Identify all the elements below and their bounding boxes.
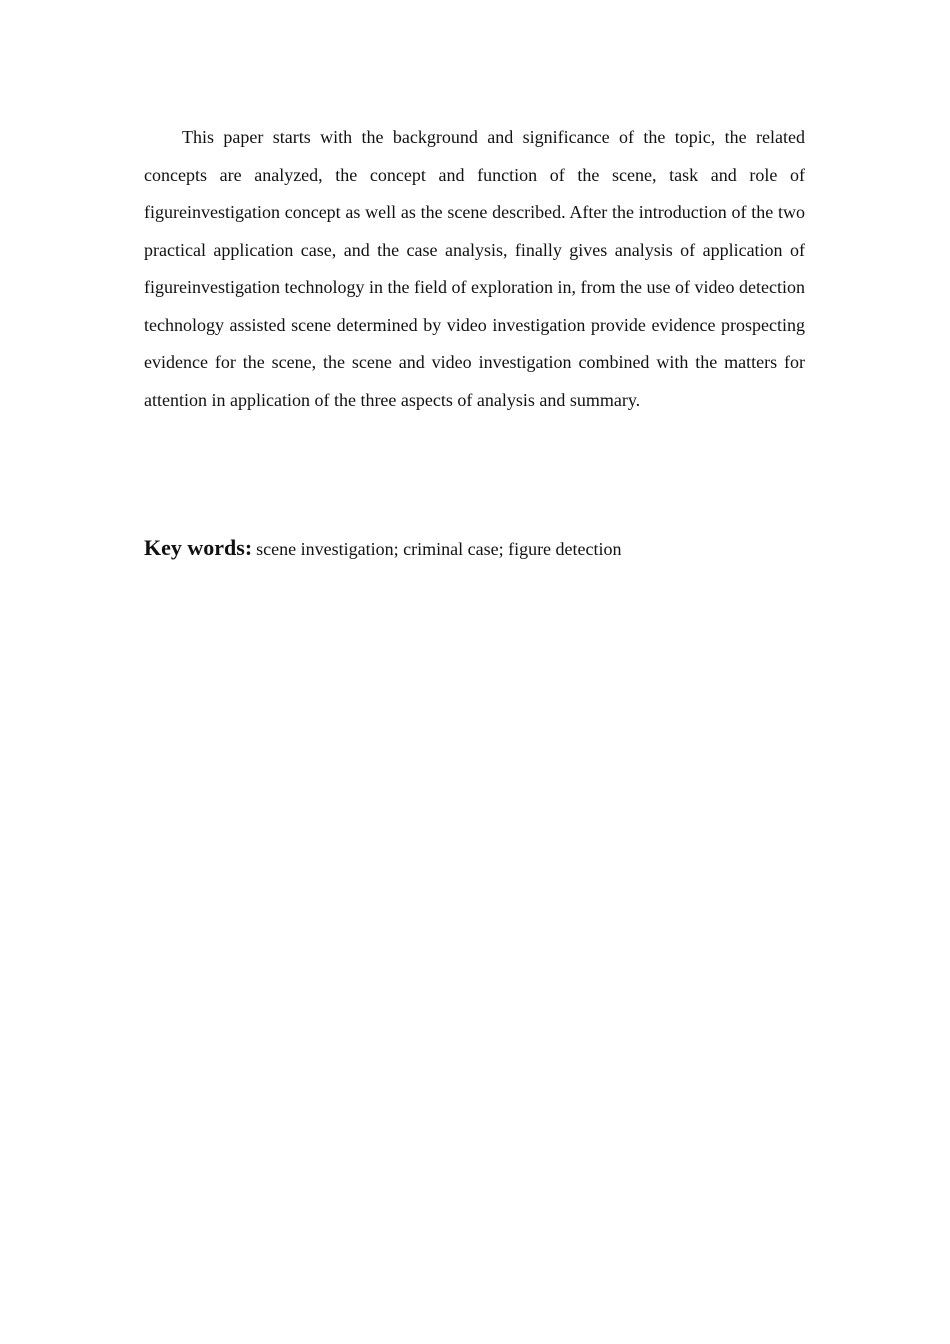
- keywords-label: Key words:: [144, 535, 253, 560]
- keywords-line: [144, 535, 805, 561]
- abstract-paragraph: This paper starts with the background and significance of the topic, the related concepts are analyzed, the concept and function of the scene, task and role of figureinvestigation concept as well as the scene described. After the introduction of the two practical application case, and the case analysis, finally gives analysis of application of figureinvestigation technology in the field of exploration in, from the use of video detection technology assisted scene determined by video investigation provide evidence prospecting evidence for the scene, the scene and video investigation combined with the matters for attention in application of the three aspects of analysis and summary.: [144, 127, 805, 410]
- keywords-text: scene investigation; criminal case; figure detection: [256, 539, 622, 559]
